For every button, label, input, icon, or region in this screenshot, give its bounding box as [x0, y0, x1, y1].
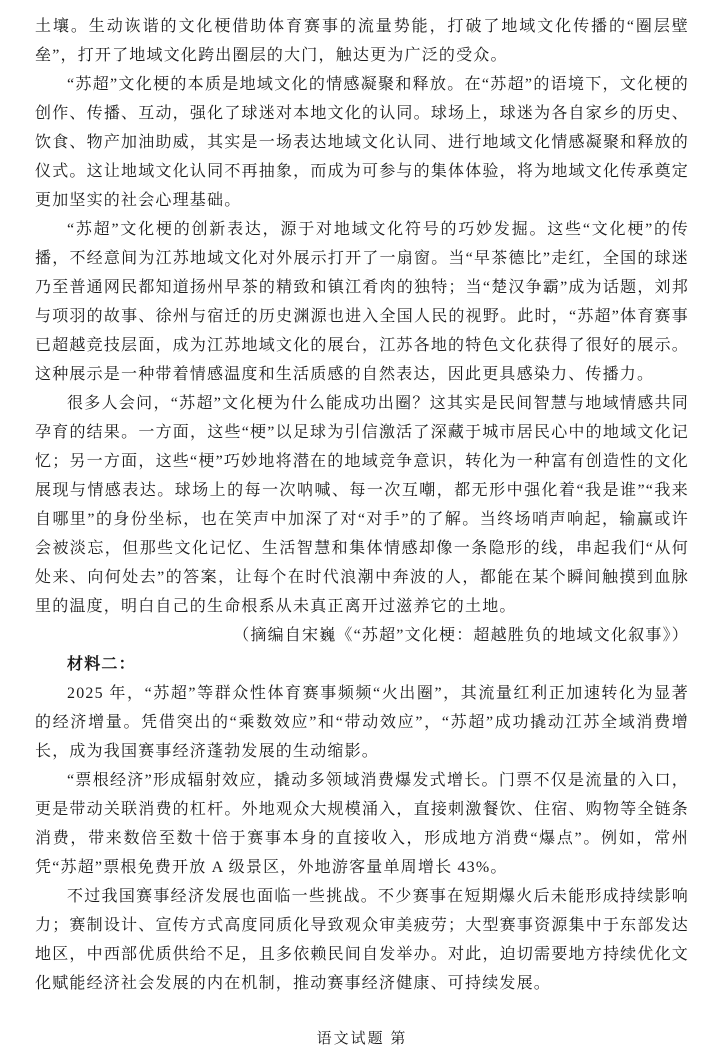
paragraph-continued: 土壤。生动诙谐的文化梗借助体育赛事的流量势能，打破了地域文化传播的“圈层壁垒”，打开了地域文化跨出圈层的大门，触达更为广泛的受众。: [35, 18, 689, 64]
material-two-heading: 材料二：: [67, 656, 136, 673]
material-one-paragraph-1: “苏超”文化梗的本质是地域文化的情感凝聚和释放。在“苏超”的语境下，文化梗的创作、传播、互动，强化了球迷对本地文化的认同。球场上，球迷为各自家乡的历史、饮食、物产加油助威，其实是一场表达地域文化认同、进行地域文化情感凝聚和释放的仪式。这让地域文化认同不再抽象，而成为可参与的集体体验，将为地域文化传承奠定更加坚实的社会心理基础。: [35, 76, 689, 209]
material-two-paragraph-3: 不过我国赛事经济发展也面临一些挑战。不少赛事在短期爆火后未能形成持续影响力；赛制设计、宣传方式高度同质化导致观众审美疲劳；大型赛事资源集中于东部发达地区，中西部优质供给不足，且多依赖民间自发举办。对此，迫切需要地方持续优化文化赋能经济社会发展的内在机制，推动赛事经济健康、可持续发展。: [35, 888, 689, 992]
source-attribution: （摘编自宋巍《“苏超”文化梗：超越胜负的地域文化叙事》）: [233, 627, 689, 644]
material-two-paragraph-1: 2025 年，“苏超”等群众性体育赛事频频“火出圈”，其流量红利正加速转化为显著的经济增量。凭借突出的“乘数效应”和“带动效应”，“苏超”成功撬动江苏全域消费增长，成为我国赛事经济蓬勃发展的生动缩影。: [35, 685, 689, 760]
material-one-paragraph-3: 很多人会问，“苏超”文化梗为什么能成功出圈？这其实是民间智慧与地域情感共同孕育的结果。一方面，这些“梗”以足球为引信激活了深藏于城市居民心中的地域文化记忆；另一方面，这些“梗”巧妙地将潜在的地域竞争意识，转化为一种富有创造性的文化展现与情感表达。球场上的每一次呐喊、每一次互嘲，都无形中强化着“我是谁”“我来自哪里”的身份坐标，也在笑声中加深了对“对手”的了解。当终场哨声响起，输赢或许会被淡忘，但那些文化记忆、生活智慧和集体情感却像一条隐形的线，串起我们“从何处来、向何处去”的答案，让每个在时代浪潮中奔波的人，都能在某个瞬间触摸到血脉里的温度，明白自己的生命根系从未真正离开过滋养它的土地。: [35, 395, 689, 615]
reading-passage: [35, 12, 689, 1013]
material-two-paragraph-2: “票根经济”形成辐射效应，撬动多领域消费爆发式增长。门票不仅是流量的入口，更是带动关联消费的杠杆。外地观众大规模涌入，直接刺激餐饮、住宿、购物等全链条消费，带来数倍至数十倍于赛事本身的直接收入，形成地方消费“爆点”。例如，常州凭“苏超”票根免费开放 A 级景区，外地游客量单周增长 43%。: [35, 772, 689, 876]
page-footer: 语文试题 第: [316, 1031, 408, 1047]
material-one-paragraph-2: “苏超”文化梗的创新表达，源于对地域文化符号的巧妙发掘。这些“文化梗”的传播，不经意间为江苏地域文化对外展示打开了一扇窗。当“早茶德比”走红，全国的球迷乃至普通网民都知道扬州早茶的精致和镇江肴肉的独特；当“楚汉争霸”成为话题，刘邦与项羽的故事、徐州与宿迁的历史渊源也进入全国人民的视野。此时，“苏超”体育赛事已超越竞技层面，成为江苏地域文化的展台，江苏各地的特色文化获得了很好的展示。这种展示是一种带着情感温度和生活质感的自然表达，因此更具感染力、传播力。: [35, 221, 689, 383]
